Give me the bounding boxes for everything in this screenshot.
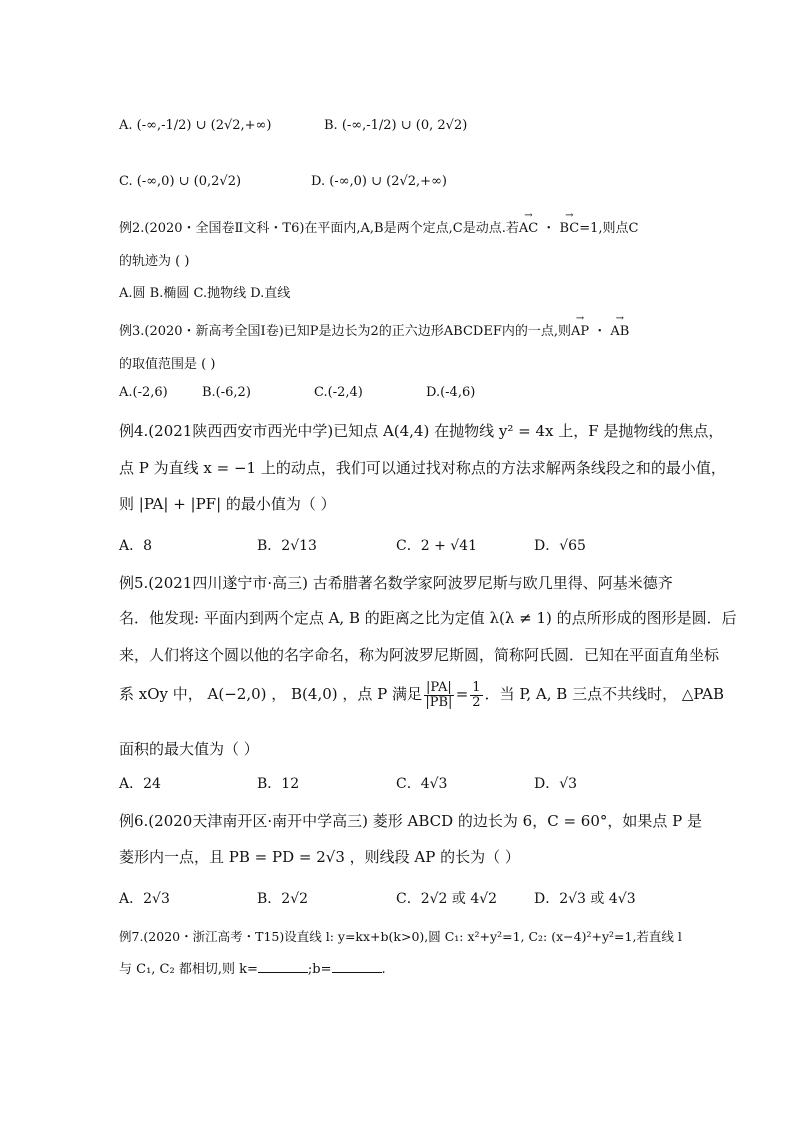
example-3-line-2: 的取值范围是 ( ): [119, 357, 216, 372]
vector-bc: → BC: [559, 221, 579, 236]
example-2-options: A.圆 B.椭圆 C.抛物线 D.直线: [119, 286, 291, 301]
example-3-line-1: [119, 320, 629, 339]
example-5-line-3: 来，人们将这个圆以他的名字命名，称为阿波罗尼斯圆，简称阿氏圆．已知在平面直角坐标: [119, 646, 720, 664]
text: 系 xOy 中， A(−2,0) ， B(4,0) ，点 P 满足: [119, 685, 423, 703]
text: =1,则点C: [579, 221, 639, 236]
example-2-line-1: [119, 217, 638, 236]
example-7-line-2: [119, 958, 386, 977]
option-a: A．24: [119, 776, 161, 792]
example-4-line-3: 则 |PA| + |PF| 的最小值为（ ）: [119, 495, 336, 513]
option-a: A．2√3: [119, 891, 170, 907]
equals-sign: =: [455, 685, 469, 703]
fraction-numerator: |PA|: [426, 679, 452, 695]
option-d: D. (-∞,0) ∪ (2√2,+∞): [311, 174, 447, 189]
option-d: D.(-4,6): [426, 385, 476, 400]
text: 例3.(2020・新高考全国Ⅰ卷)已知P是边长为2的正六边形ABCDEF内的一点,则: [119, 324, 571, 339]
answer-blank-b[interactable]: [332, 960, 382, 973]
example-5-line-4: [119, 678, 724, 710]
text: 例2.(2020・全国卷Ⅱ文科・T6)在平面内,A,B是两个定点,C是动点.若: [119, 221, 519, 236]
option-d: D．√65: [534, 538, 586, 554]
dot-operator: ・: [538, 221, 560, 236]
example-7-line-1: 例7.(2020・浙江高考・T15)设直线 l: y=kx+b(k>0),圆 C₁: x²+y²=1, C₂: (x−4)²+y²=1,若直线 l: [119, 929, 682, 944]
example-2-line-2: 的轨迹为 ( ): [119, 254, 190, 269]
option-c: C. (-∞,0) ∪ (0,2√2): [119, 174, 242, 189]
example-4-line-2: 点 P 为直线 x = −1 上的动点，我们可以通过找对称点的方法求解两条线段之和的最小值，: [119, 459, 726, 477]
answer-blank-k[interactable]: [258, 960, 308, 973]
vector-ab: → AB: [610, 324, 629, 339]
option-b: B．12: [257, 776, 300, 792]
vector-ac: → AC: [519, 221, 538, 236]
option-b: B. (-∞,-1/2) ∪ (0, 2√2): [324, 118, 468, 133]
option-d: D．√3: [534, 776, 578, 792]
example-5-line-1: 例5.(2021四川遂宁市·高三) 古希腊著名数学家阿波罗尼斯与欧几里得、阿基米德齐: [119, 574, 673, 592]
option-c: C.(-2,4): [314, 385, 363, 400]
text: ．当 P, A, B 三点不共线时， △PAB: [484, 685, 724, 703]
option-a: A. (-∞,-1/2) ∪ (2√2,+∞): [119, 118, 272, 133]
half-fraction: [470, 681, 482, 710]
option-c: C．2√2 或 4√2: [396, 891, 498, 907]
option-a: A．8: [119, 538, 153, 554]
option-d: D．2√3 或 4√3: [534, 891, 636, 907]
example-6-line-1: 例6.(2020天津南开区·南开中学高三) 菱形 ABCD 的边长为 6，C = 60°，如果点 P 是: [119, 812, 703, 830]
ratio-fraction: [424, 681, 454, 710]
example-4-line-1: 例4.(2021陕西西安市西光中学)已知点 A(4,4) 在抛物线 y² = 4x 上，F 是抛物线的焦点，: [119, 422, 724, 440]
option-c: C．2 + √41: [396, 538, 477, 554]
text: ;b=: [307, 962, 332, 977]
option-a: A.(-2,6): [119, 385, 168, 400]
example-5-line-2: 名．他发现: 平面内到两个定点 A, B 的距离之比为定值 λ(λ ≠ 1) 的点所形成的图形是圆．后: [119, 609, 737, 627]
option-b: B．2√13: [257, 538, 317, 554]
example-5-line-5: 面积的最大值为（ ）: [119, 740, 259, 758]
fraction-denominator: |PB|: [425, 694, 453, 710]
vector-ap: → AP: [571, 324, 589, 339]
option-b: B．2√2: [257, 891, 309, 907]
example-6-line-2: 菱形内一点，且 PB = PD = 2√3 ，则线段 AP 的长为（ ）: [119, 848, 520, 866]
dot-operator: ・: [589, 324, 611, 339]
fraction-numerator: 1: [472, 679, 481, 695]
fraction-denominator: 2: [472, 694, 481, 710]
text: .: [381, 962, 386, 977]
text: 与 C₁, C₂ 都相切,则 k=: [119, 962, 258, 977]
option-c: C．4√3: [396, 776, 448, 792]
option-b: B.(-6,2): [202, 385, 251, 400]
